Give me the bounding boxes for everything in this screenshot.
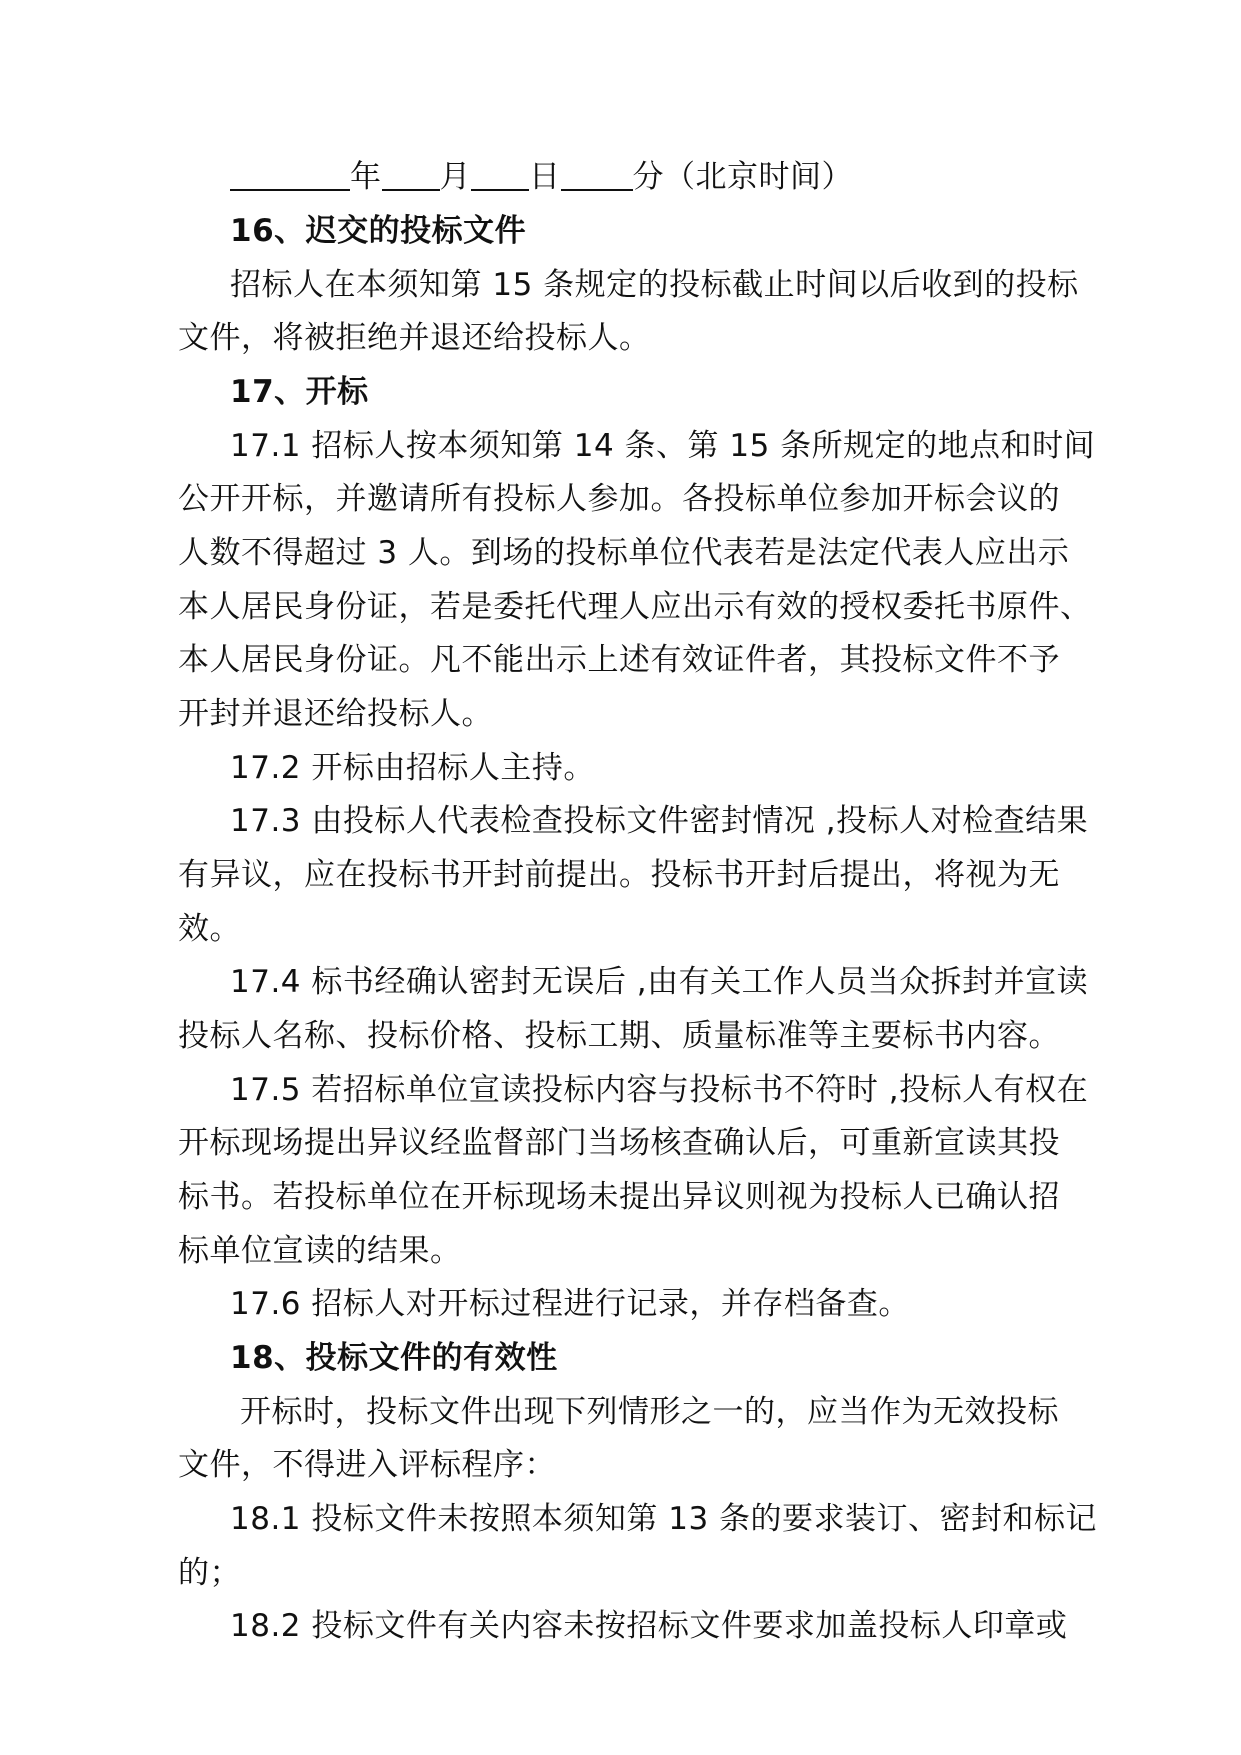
paragraph-line: 17.4 标书经确认密封无误后 ,由有关工作人员当众拆封并宣读 xyxy=(230,964,1089,1000)
paragraph-line: 开封并退还给投标人。 xyxy=(178,696,493,732)
paragraph-line: 本人居民身份证。凡不能出示上述有效证件者，其投标文件不予 xyxy=(178,642,1060,678)
paragraph-line: 效。 xyxy=(178,911,241,947)
paragraph-line: 标书。若投标单位在开标现场未提出异议则视为投标人已确认招 xyxy=(178,1179,1060,1215)
month-blank xyxy=(382,159,440,191)
paragraph-line: 17.5 若招标单位宣读投标内容与投标书不符时 ,投标人有权在 xyxy=(230,1072,1089,1108)
date-fill-line xyxy=(230,157,853,197)
minute-blank xyxy=(561,159,633,191)
paragraph-line: 人数不得超过 3 人。到场的投标单位代表若是法定代表人应出示 xyxy=(178,535,1070,571)
beijing-time-note: （北京时间） xyxy=(664,159,853,195)
section-heading-18: 18、投标文件的有效性 xyxy=(230,1340,558,1376)
paragraph-line: 文件，将被拒绝并退还给投标人。 xyxy=(178,320,651,356)
paragraph-line: 17.1 招标人按本须知第 14 条、第 15 条所规定的地点和时间 xyxy=(230,428,1096,464)
paragraph-line: 招标人在本须知第 15 条规定的投标截止时间以后收到的投标 xyxy=(230,267,1079,303)
section-heading-17: 17、开标 xyxy=(230,374,369,410)
paragraph-line: 有异议，应在投标书开封前提出。投标书开封后提出，将视为无 xyxy=(178,857,1060,893)
paragraph-line: 17.2 开标由招标人主持。 xyxy=(230,750,595,786)
paragraph-line: 开标现场提出异议经监督部门当场核查确认后，可重新宣读其投 xyxy=(178,1125,1060,1161)
section-heading-16: 16、迟交的投标文件 xyxy=(230,213,527,249)
day-blank xyxy=(471,159,529,191)
minute-label: 分 xyxy=(632,159,664,195)
paragraph-line: 17.6 招标人对开标过程进行记录，并存档备查。 xyxy=(230,1286,910,1322)
paragraph-line: 公开开标，并邀请所有投标人参加。各投标单位参加开标会议的 xyxy=(178,481,1060,517)
paragraph-line: 开标时，投标文件出现下列情形之一的，应当作为无效投标 xyxy=(240,1394,1059,1430)
month-label: 月 xyxy=(439,159,471,195)
paragraph-line: 18.2 投标文件有关内容未按招标文件要求加盖投标人印章或 xyxy=(230,1608,1068,1644)
paragraph-line: 标单位宣读的结果。 xyxy=(178,1233,462,1269)
paragraph-line: 18.1 投标文件未按照本须知第 13 条的要求装订、密封和标记 xyxy=(230,1501,1098,1537)
paragraph-line: 本人居民身份证，若是委托代理人应出示有效的授权委托书原件、 xyxy=(178,589,1092,625)
paragraph-line: 投标人名称、投标价格、投标工期、质量标准等主要标书内容。 xyxy=(178,1018,1060,1054)
year-blank xyxy=(230,159,350,191)
paragraph-line: 文件，不得进入评标程序： xyxy=(178,1447,556,1483)
year-label: 年 xyxy=(350,159,382,195)
paragraph-line: 的； xyxy=(178,1555,241,1591)
paragraph-line: 17.3 由投标人代表检查投标文件密封情况 ,投标人对检查结果 xyxy=(230,803,1089,839)
day-label: 日 xyxy=(529,159,561,195)
